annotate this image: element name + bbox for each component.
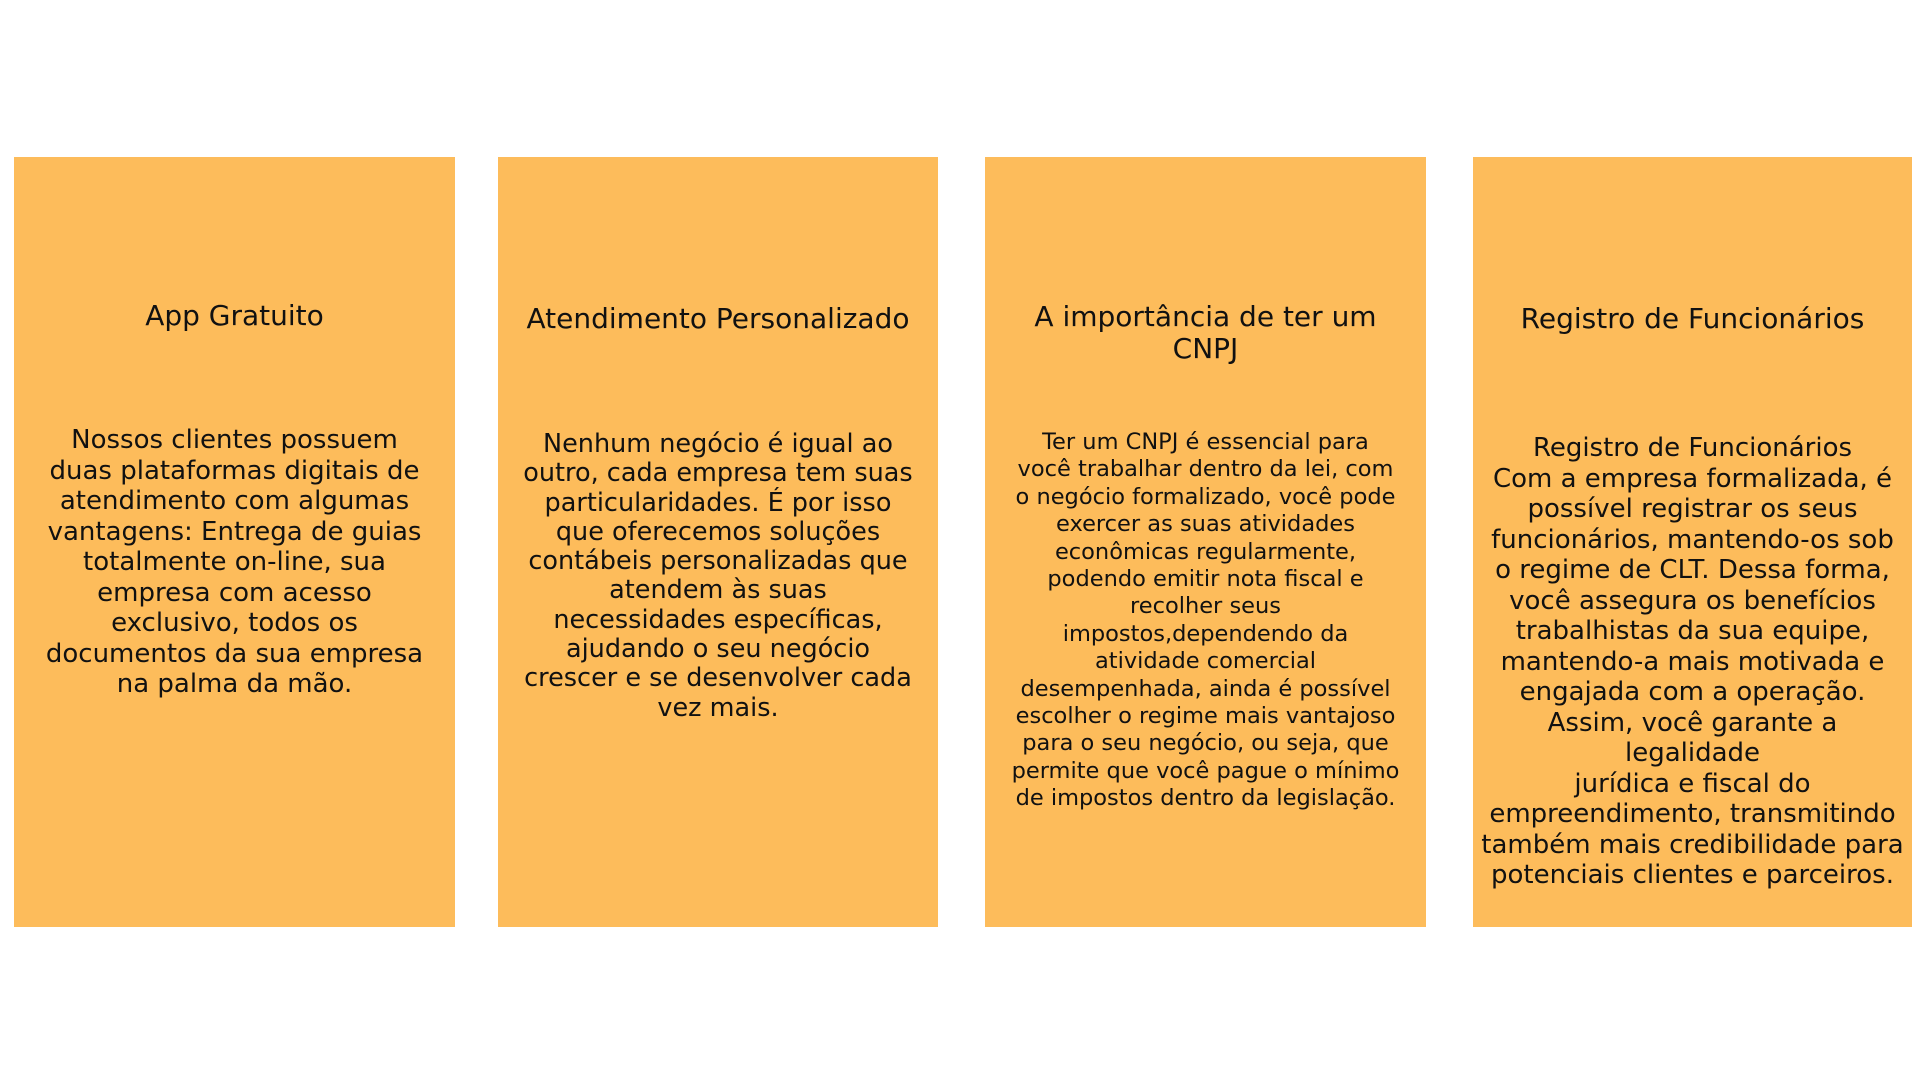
card-title: A importância de ter um CNPJ [1034, 300, 1377, 365]
card-importancia-cnpj [985, 157, 1426, 927]
card-title: Registro de Funcionários [1520, 302, 1865, 335]
card-body: Nenhum negócio é igual ao outro, cada empresa tem suas particularidades. É por isso que oferecemos soluções contábeis personalizadas que atendem às suas necessidades específicas, ajudando o seu negócio crescer e se desenvolver cada vez mais. [523, 429, 913, 723]
card-registro-funcionarios [1473, 157, 1912, 927]
card-body: Nossos clientes possuem duas plataformas digitais de atendimento com algumas vantagens: Entrega de guias totalmente on-line, sua empresa com acesso exclusivo, todos os documentos da sua empresa na palma da mão. [45, 425, 424, 699]
card-body: Registro de Funcionários Com a empresa formalizada, é possível registrar os seus funcionários, mantendo-os sob o regime de CLT. Dessa forma, você assegura os benefícios trabalhistas da sua equipe, mantendo-a mais motivada e engajada com a operação. Assim, você garante a legalidade jurídica e fiscal do empreendimento, transmitindo também mais credibilidade para potenciais clientes e parceiros. [1481, 433, 1904, 890]
card-app-gratuito [14, 157, 455, 927]
card-title: Atendimento Personalizado [526, 302, 910, 335]
card-body: Ter um CNPJ é essencial para você trabalhar dentro da lei, com o negócio formalizado, você pode exercer as suas atividades econômicas regularmente, podendo emitir nota fiscal e recolher seus impostos,dependendo da atividade comercial desempenhada, ainda é possível escolher o regime mais vantajoso para o seu negócio, ou seja, que permite que você pague o mínimo de impostos dentro da legislação. [1011, 429, 1400, 812]
card-title: App Gratuito [145, 299, 324, 332]
card-atendimento-personalizado [498, 157, 938, 927]
